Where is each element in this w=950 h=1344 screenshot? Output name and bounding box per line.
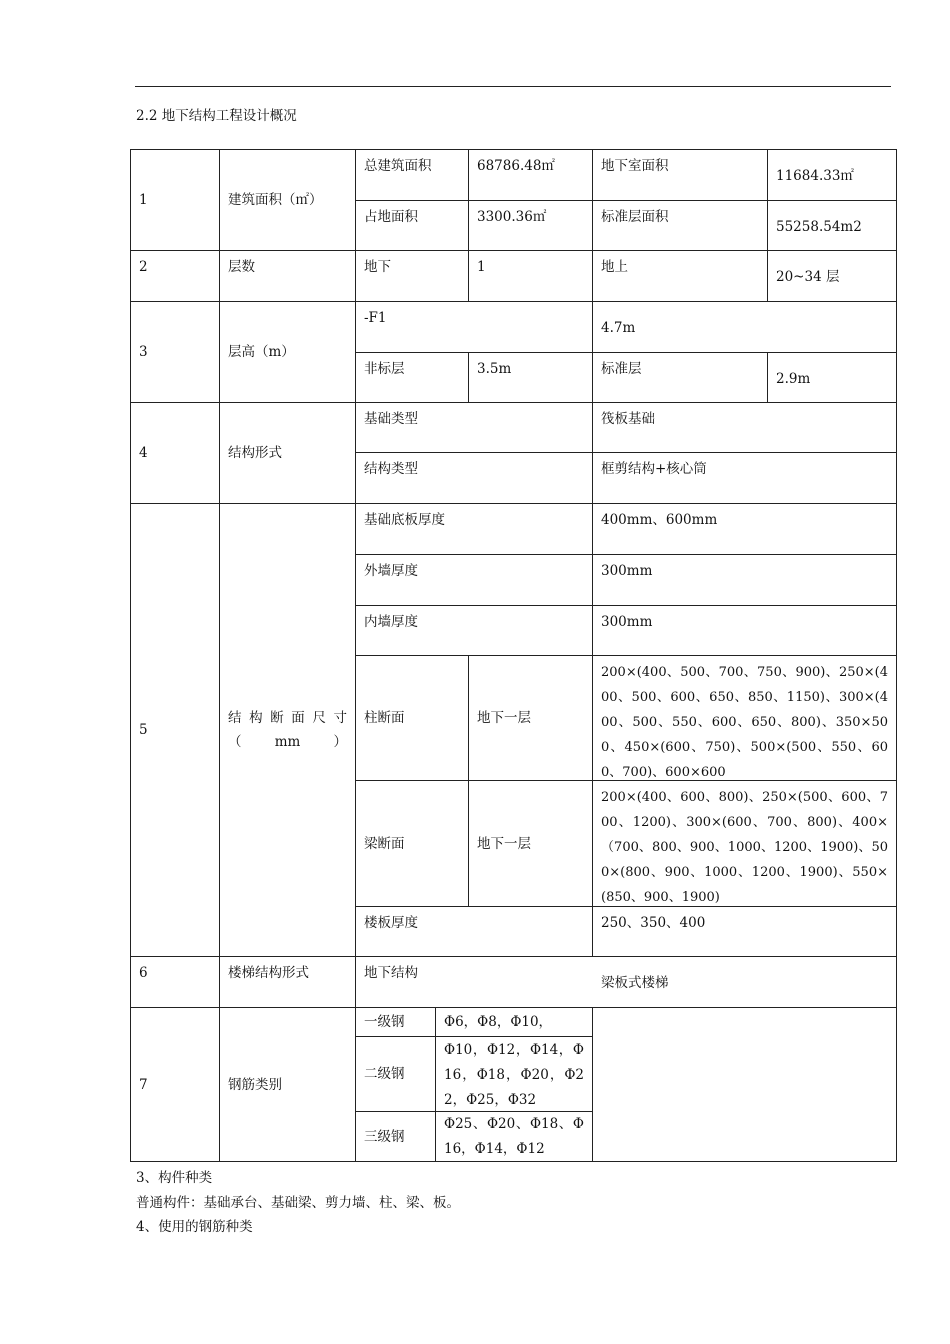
outer-wall-thickness-label: 外墙厚度: [364, 563, 418, 579]
section-3-heading: 3、构件种类: [136, 1170, 213, 1186]
row4-number: 4: [139, 444, 148, 461]
standard-floor-area-label: 标准层面积: [601, 209, 669, 225]
structure-type-value: 框剪结构+核心筒: [601, 461, 707, 477]
beam-section-level: 地下一层: [477, 835, 531, 852]
row3-item: 层高（m）: [228, 344, 295, 360]
column-section-level: 地下一层: [477, 710, 531, 726]
row6-item: 楼梯结构形式: [228, 965, 309, 981]
total-area-value: 68786.48㎡: [477, 158, 555, 174]
non-standard-floor-value: 3.5m: [477, 361, 512, 377]
row5-number: 5: [139, 722, 148, 738]
beam-section-label: 梁断面: [364, 835, 405, 852]
outer-wall-thickness-value: 300mm: [601, 563, 653, 579]
column-section-label: 柱断面: [364, 710, 405, 726]
structure-type-label: 结构类型: [364, 461, 418, 477]
grade2-steel-label: 二级钢: [364, 1066, 405, 1082]
stair-type-value: 梁板式楼梯: [601, 975, 669, 991]
floors-below-label: 地下: [364, 259, 391, 275]
row6-number: 6: [139, 965, 148, 981]
beam-section-value: 200×(400、600、800)、250×(500、600、700、1200)、300×(600、700、800)、400×（700、800、900、1000、1200、1900)、500×(800、900、1000、1200、1900)、550×(850、900、1900): [601, 790, 888, 905]
site-area-value: 3300.36㎡: [477, 209, 547, 225]
section-title: 2.2 地下结构工程设计概况: [136, 108, 297, 124]
floors-above-value: 20~34 层: [776, 269, 840, 285]
standard-floor-area-value: 55258.54m2: [776, 219, 862, 235]
floors-below-value: 1: [477, 259, 486, 275]
row2-item: 层数: [228, 259, 255, 275]
grade2-steel-value: Φ10，Φ12，Φ14，Φ16，Φ18，Φ20，Φ22，Φ25，Φ32: [444, 1042, 584, 1108]
slab-thickness-value: 250、350、400: [601, 915, 706, 931]
row1-item: 建筑面积（㎡）: [228, 192, 323, 208]
row3-number: 3: [139, 344, 148, 360]
f1-label: -F1: [364, 310, 387, 326]
section-3-body: 普通构件：基础承台、基础梁、剪力墙、柱、梁、板。: [136, 1195, 460, 1211]
base-slab-thickness-value: 400mm、600mm: [601, 512, 718, 528]
grade3-steel-label: 三级钢: [364, 1128, 405, 1145]
row5-item: 结构断面尺寸（mm）: [228, 710, 347, 750]
grade1-steel-label: 一级钢: [364, 1014, 405, 1030]
row7-number: 7: [139, 1076, 148, 1093]
row1-number: 1: [139, 192, 148, 208]
row7-item: 钢筋类别: [228, 1076, 282, 1093]
f1-height-value: 4.7m: [601, 320, 636, 336]
grade1-steel-value: Φ6，Φ8，Φ10，: [444, 1014, 553, 1030]
base-slab-thickness-label: 基础底板厚度: [364, 512, 445, 528]
inner-wall-thickness-value: 300mm: [601, 614, 653, 630]
grade3-steel-value: Φ25、Φ20、Φ18、Φ16，Φ14，Φ12: [444, 1116, 584, 1157]
foundation-type-label: 基础类型: [364, 411, 418, 427]
site-area-label: 占地面积: [364, 209, 418, 225]
column-section-value: 200×(400、500、700、750、900)、250×(400、500、600、650、850、1150)、300×(400、500、550、600、650、800)、350×500、450×(600、750)、500×(500、550、600、700)、600×600: [601, 665, 888, 780]
row5-item-wrap: [220, 504, 355, 956]
floors-above-label: 地上: [601, 259, 628, 275]
standard-floor-label: 标准层: [601, 361, 642, 377]
basement-area-label: 地下室面积: [601, 158, 669, 174]
foundation-type-value: 筏板基础: [601, 411, 655, 427]
section-4-heading: 4、使用的钢筋种类: [136, 1219, 253, 1235]
stair-location-label: 地下结构: [364, 965, 418, 981]
standard-floor-value: 2.9m: [776, 371, 811, 387]
slab-thickness-label: 楼板厚度: [364, 915, 418, 931]
row4-item: 结构形式: [228, 444, 282, 461]
inner-wall-thickness-label: 内墙厚度: [364, 614, 418, 630]
total-area-label: 总建筑面积: [364, 158, 432, 174]
non-standard-floor-label: 非标层: [364, 361, 405, 377]
row2-number: 2: [139, 259, 148, 275]
basement-area-value: 11684.33㎡: [776, 168, 854, 184]
